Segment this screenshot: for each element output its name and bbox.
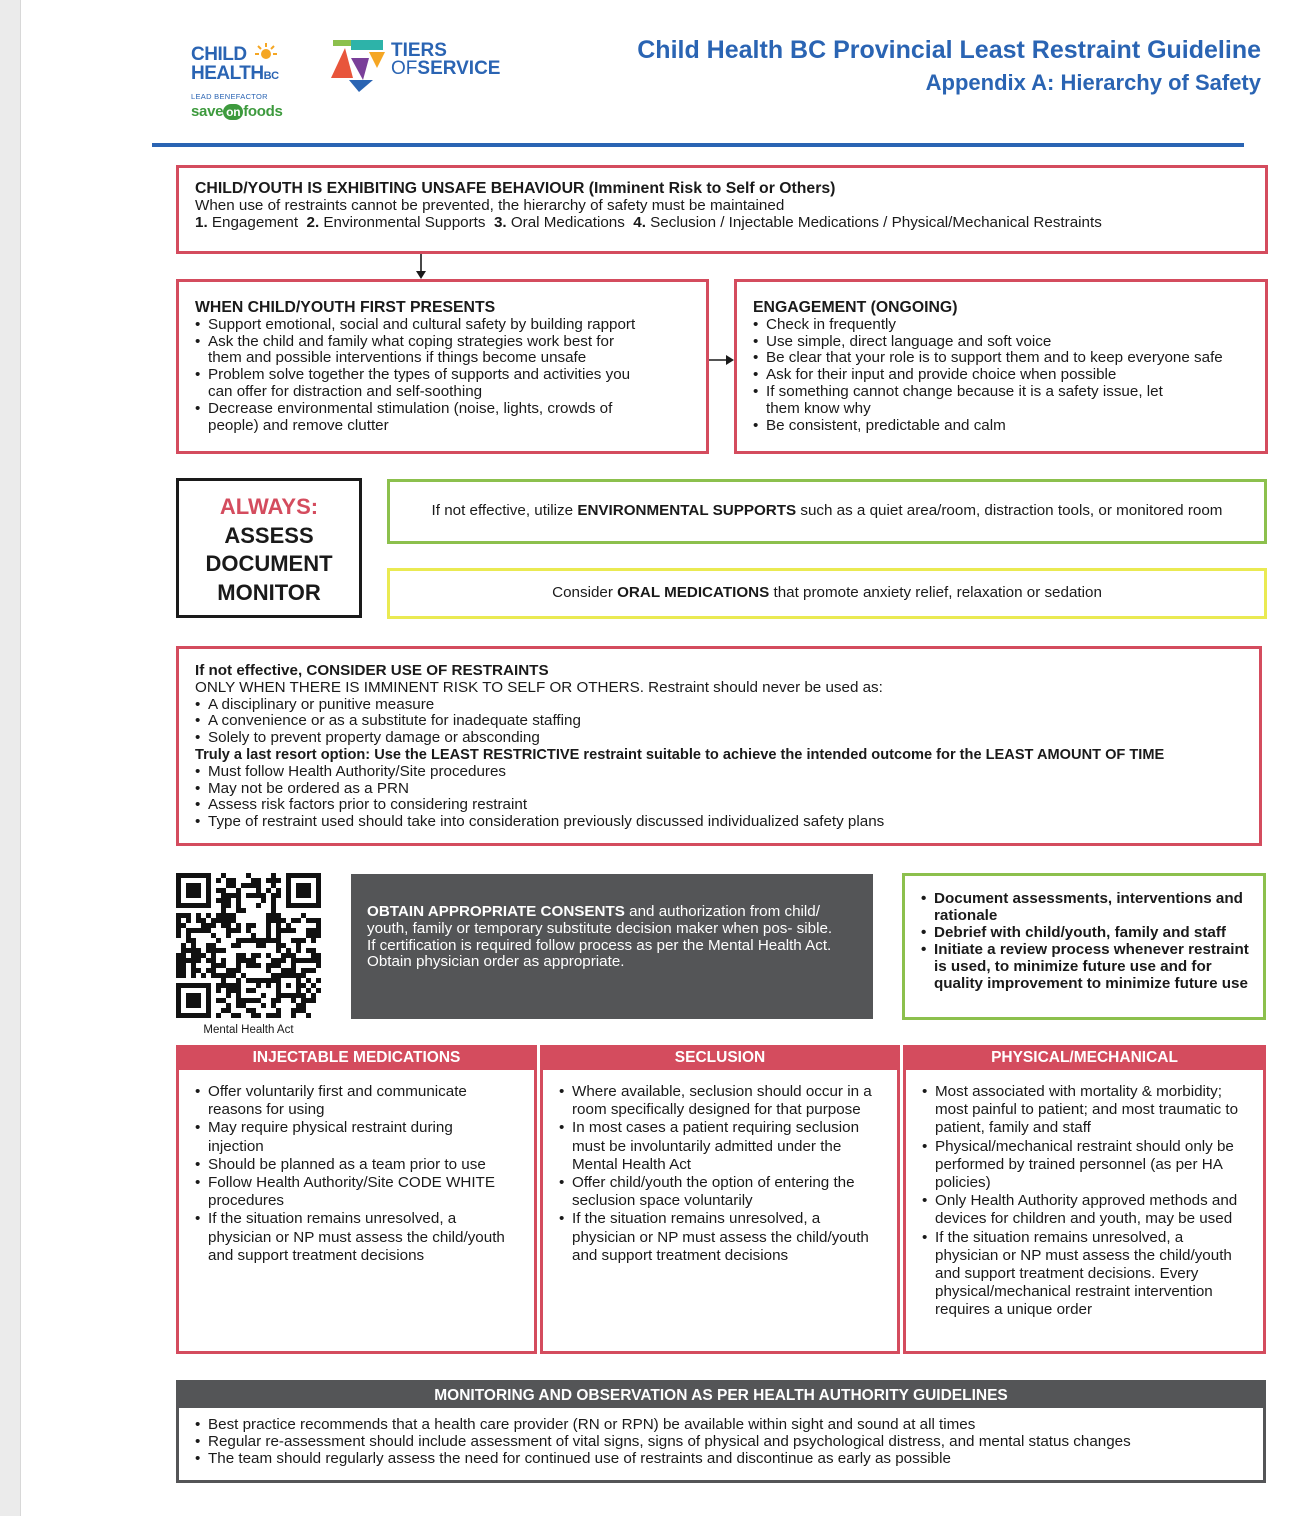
- list-item: • Must follow Health Authority/Site procedures: [195, 764, 1243, 781]
- always-box: [176, 478, 362, 618]
- environmental-supports-box: [387, 479, 1267, 544]
- oral-meds-post: that promote anxiety relief, relaxation or sedation: [769, 584, 1102, 602]
- list-item: • Ask the child and family what coping strategies work best for them and possible interventions if things become unsafe: [195, 334, 692, 368]
- save-on-foods-part-2: foods: [243, 103, 283, 120]
- step-1-num: 1.: [195, 213, 208, 231]
- step-4-num: 4.: [633, 213, 646, 231]
- step-2-label: Environmental Supports: [323, 213, 486, 231]
- list-item: • A convenience or as a substitute for inadequate staffing: [195, 713, 1243, 730]
- physical-mechanical-header: PHYSICAL/MECHANICAL: [903, 1045, 1266, 1070]
- always-assess: ASSESS: [224, 522, 314, 548]
- list-item: • May not be ordered as a PRN: [195, 781, 1243, 798]
- oral-meds-pre: Consider: [552, 584, 618, 602]
- consents-bold: OBTAIN APPROPRIATE CONSENTS: [367, 903, 625, 920]
- list-item: • The team should regularly assess the need for continued use of restraints and discontinue as early as possible: [195, 1451, 1249, 1468]
- restraints-intro: ONLY WHEN THERE IS IMMINENT RISK TO SELF OR OTHERS. Restraint should never be used as:: [195, 678, 883, 696]
- step-1-label: Engagement: [211, 213, 299, 231]
- physical-list: [922, 1083, 1249, 1320]
- save-on-foods-logo: [191, 103, 321, 120]
- first-presents-list: [195, 317, 692, 435]
- unsafe-behaviour-title: CHILD/YOUTH IS EXHIBITING UNSAFE BEHAVIOUR (Imminent Risk to Self or Others): [195, 180, 836, 197]
- tiers-of-service-logo: [329, 38, 509, 94]
- unsafe-behaviour-box: [176, 165, 1268, 254]
- list-item: • Physical/mechanical restraint should only be performed by trained personnel (as per HA policies): [922, 1138, 1249, 1193]
- list-item: • Best practice recommends that a health care provider (RN or RPN) be available within sight and sound at all times: [195, 1417, 1249, 1434]
- list-item: • Offer voluntarily first and communicate reasons for using: [195, 1083, 520, 1119]
- logo-bc-text: BC: [263, 70, 279, 82]
- restraints-rules-list: [195, 764, 1243, 831]
- document-box: [902, 873, 1266, 1020]
- list-item: • If something cannot change because it is a safety issue, let them know why: [753, 384, 1253, 418]
- engagement-box: [734, 279, 1268, 454]
- list-item: • Assess risk factors prior to considering restraint: [195, 797, 1243, 814]
- step-3-label: Oral Medications: [510, 213, 625, 231]
- seclusion-list: [559, 1083, 883, 1265]
- list-item: • If the situation remains unresolved, a physician or NP must assess the child/youth and support treatment decisions: [195, 1210, 520, 1265]
- list-item: • Use simple, direct language and soft voice: [753, 334, 1253, 351]
- last-resort-text: Truly a last resort option: Use the LEAST RESTRICTIVE restraint suitable to achieve the intended outcome for the LEAST AMOUNT OF TIME: [195, 746, 1165, 763]
- lead-benefactor-text: LEAD BENEFACTOR: [191, 92, 268, 101]
- always-monitor: MONITOR: [217, 579, 321, 605]
- list-item: • Most associated with mortality & morbidity; most painful to patient; and most traumatic to patient, family and staff: [922, 1083, 1249, 1138]
- list-item: • Type of restraint used should take into consideration previously discussed individualized safety plans: [195, 814, 1243, 831]
- oral-meds-bold: ORAL MEDICATIONS: [617, 584, 770, 602]
- child-health-bc-logo: [191, 42, 321, 122]
- document-list: [921, 890, 1249, 992]
- engagement-list: [753, 317, 1253, 435]
- list-item: • Ask for their input and provide choice when possible: [753, 367, 1253, 384]
- injectable-medications-header: INJECTABLE MEDICATIONS: [176, 1045, 537, 1070]
- list-item: • Decrease environmental stimulation (noise, lights, crowds of people) and remove clutter: [195, 401, 692, 435]
- always-label: ALWAYS:: [219, 494, 319, 519]
- engagement-title: ENGAGEMENT (ONGOING): [753, 299, 958, 316]
- list-item: • Initiate a review process whenever restraint is used, to minimize future use and for quality improvement to minimize future use: [921, 941, 1249, 992]
- sun-icon: [251, 42, 281, 62]
- physical-mechanical-column: [903, 1045, 1266, 1354]
- list-item: • Should be planned as a team prior to use: [195, 1156, 520, 1174]
- list-item: • Follow Health Authority/Site CODE WHITE procedures: [195, 1174, 520, 1210]
- monitoring-header: MONITORING AND OBSERVATION AS PER HEALTH AUTHORITY GUIDELINES: [179, 1383, 1263, 1408]
- list-item: • A disciplinary or punitive measure: [195, 697, 1243, 714]
- list-item: • If the situation remains unresolved, a physician or NP must assess the child/youth and support treatment decisions: [559, 1210, 883, 1265]
- consents-text: and authorization from child/ youth, family or temporary substitute decision maker when pos- sible. If certification is required follow process as per the Mental Health Act. Obtain physician order as appropriate.: [367, 903, 833, 971]
- env-supports-post: such as a quiet area/room, distraction tools, or monitored room: [796, 502, 1223, 520]
- logo-health-text: HEALTH: [191, 63, 264, 84]
- list-item: • Check in frequently: [753, 317, 1253, 334]
- restraints-title: If not effective, CONSIDER USE OF RESTRAINTS: [195, 662, 549, 679]
- list-item: • If the situation remains unresolved, a physician or NP must assess the child/youth and support treatment decisions. Every physical/mechanical restraint intervention requires a unique order: [922, 1229, 1249, 1320]
- consents-box: [351, 874, 873, 1019]
- injectable-medications-body: [176, 1070, 537, 1354]
- seclusion-column: [540, 1045, 900, 1354]
- down-arrow-icon: [414, 254, 428, 280]
- monitoring-box: [176, 1380, 1266, 1483]
- list-item: • Document assessments, interventions and rationale: [921, 890, 1249, 924]
- environmental-supports-text: [432, 503, 1223, 520]
- seclusion-body: [540, 1070, 900, 1354]
- tiers-of-text: OF: [391, 58, 418, 79]
- unsafe-behaviour-line: When use of restraints cannot be prevented, the hierarchy of safety must be maintained: [195, 196, 785, 214]
- list-item: • Problem solve together the types of supports and activities you can offer for distraction and self-soothing: [195, 367, 692, 401]
- hierarchy-steps: [195, 215, 1249, 232]
- qr-code-image: [176, 873, 321, 1018]
- monitoring-list: [179, 1408, 1263, 1467]
- step-4-label: Seclusion / Injectable Medications / Physical/Mechanical Restraints: [650, 213, 1102, 231]
- tiers-service-text: SERVICE: [417, 58, 501, 79]
- page-subtitle: Appendix A: Hierarchy of Safety: [925, 70, 1261, 95]
- oral-medications-box: [387, 568, 1267, 619]
- list-item: • Debrief with child/youth, family and staff: [921, 924, 1249, 941]
- first-presents-title: WHEN CHILD/YOUTH FIRST PRESENTS: [195, 299, 496, 316]
- logo-child-text: CHILD: [191, 44, 247, 65]
- injectable-list: [195, 1083, 520, 1265]
- save-on-foods-on: on: [223, 104, 243, 120]
- page-title: Child Health BC Provincial Least Restraint Guideline: [637, 36, 1261, 64]
- step-2-num: 2.: [306, 213, 320, 231]
- injectable-medications-column: [176, 1045, 537, 1354]
- list-item: • Offer child/youth the option of entering the seclusion space voluntarily: [559, 1174, 883, 1210]
- tiers-triangle-icon: [329, 38, 391, 92]
- list-item: • Only Health Authority approved methods and devices for children and youth, may be used: [922, 1192, 1249, 1228]
- qr-caption: Mental Health Act: [203, 1024, 294, 1036]
- list-item: • Where available, seclusion should occur in a room specifically designed for that purpose: [559, 1083, 883, 1119]
- tiers-text: TIERS: [391, 40, 447, 61]
- list-item: • Be clear that your role is to support them and to keep everyone safe: [753, 350, 1253, 367]
- list-item: • Be consistent, predictable and calm: [753, 418, 1253, 435]
- list-item: • Support emotional, social and cultural safety by building rapport: [195, 317, 692, 334]
- list-item: • Solely to prevent property damage or absconding: [195, 730, 1243, 747]
- oral-medications-text: [552, 585, 1102, 602]
- qr-code[interactable]: [176, 873, 321, 1018]
- restraints-never-list: [195, 697, 1243, 747]
- env-supports-bold: ENVIRONMENTAL SUPPORTS: [577, 502, 797, 520]
- first-presents-box: [176, 279, 709, 454]
- physical-mechanical-body: [903, 1070, 1266, 1354]
- always-document: DOCUMENT: [205, 551, 333, 576]
- list-item: • May require physical restraint during injection: [195, 1119, 520, 1155]
- seclusion-header: SECLUSION: [540, 1045, 900, 1070]
- list-item: • In most cases a patient requiring seclusion must be involuntarily admitted under the Mental Health Act: [559, 1119, 883, 1174]
- env-supports-pre: If not effective, utilize: [431, 502, 578, 520]
- save-on-foods-part-1: save: [191, 103, 224, 120]
- document-page: [20, 0, 1313, 1516]
- header-divider: [152, 143, 1244, 147]
- step-3-num: 3.: [493, 213, 507, 231]
- list-item: • Regular re-assessment should include assessment of vital signs, signs of physical and psychological distress, and mental status changes: [195, 1434, 1249, 1451]
- restraints-box: [176, 646, 1262, 846]
- right-arrow-icon: [709, 353, 735, 367]
